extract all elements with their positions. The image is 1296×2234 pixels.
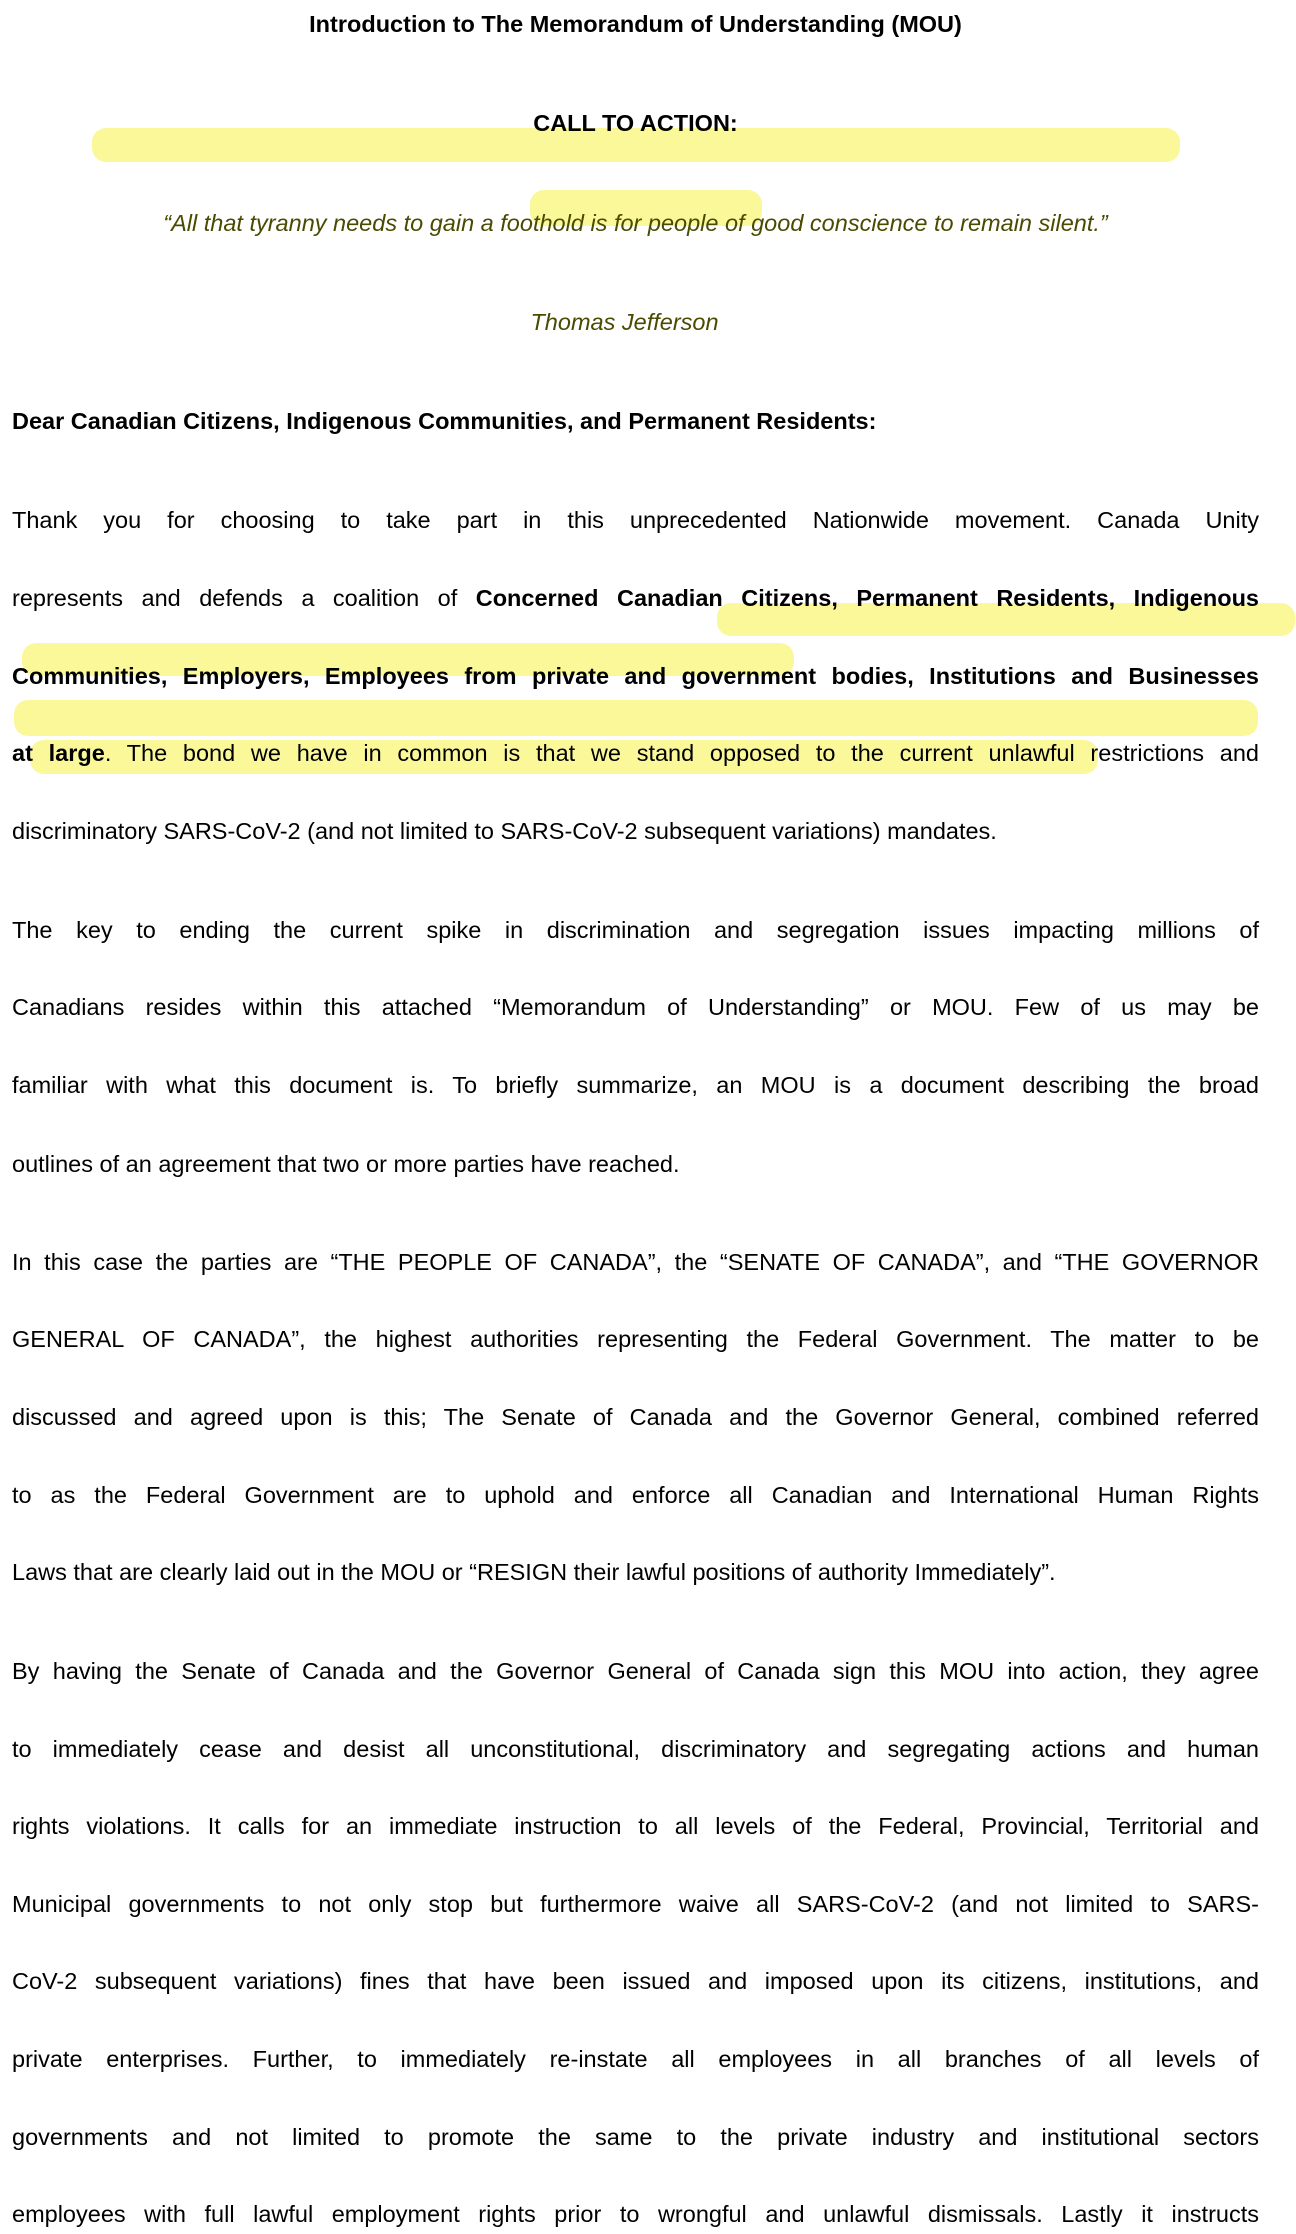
document-page	[12, 0, 1259, 2227]
call-to-action-heading: CALL TO ACTION:	[533, 110, 738, 136]
paragraph-4-line-4: Municipal governments to not only stop but furthermore waive all SARS-CoV-2 (and not limited to SARS-	[12, 1891, 1259, 1917]
salutation: Dear Canadian Citizens, Indigenous Communities, and Permanent Residents:	[12, 408, 877, 434]
paragraph-2-line-2: Canadians resides within this attached “Memorandum of Understanding” or MOU. Few of us may be	[12, 994, 1259, 1020]
paragraph-4-line-6: private enterprises. Further, to immediately re-instate all employees in all branches of all levels of	[12, 2046, 1259, 2072]
paragraph-1-line-1: Thank you for choosing to take part in this unprecedented Nationwide movement. Canada Unity	[12, 507, 1259, 533]
paragraph-1-line-4-text: . The bond we have in common is that we stand opposed to the current unlawful restrictions and	[104, 740, 1259, 766]
highlight-parties-1	[14, 700, 1258, 736]
paragraph-1-line-2	[12, 579, 1259, 618]
paragraph-1-line-5: discriminatory SARS-CoV-2 (and not limited to SARS-CoV-2 subsequent variations) mandates.	[12, 818, 997, 844]
paragraph-1-line-4-bold: at large	[12, 740, 105, 766]
paragraph-3-line-5: Laws that are clearly laid out in the MOU or “RESIGN their lawful positions of authority Immediately”.	[12, 1559, 1056, 1585]
paragraph-1-line-2-text: represents and defends a coalition of	[12, 585, 476, 611]
paragraph-3-line-2: GENERAL OF CANADA”, the highest authorities representing the Federal Government. The matter to be	[12, 1326, 1259, 1352]
paragraph-2-line-3: familiar with what this document is. To briefly summarize, an MOU is a document describing the broad	[12, 1072, 1259, 1098]
paragraph-1-line-4	[12, 734, 1259, 773]
paragraph-4-line-5: CoV-2 subsequent variations) fines that have been issued and imposed upon its citizens, institutions, and	[12, 1968, 1259, 1994]
document-title: Introduction to The Memorandum of Understanding (MOU)	[309, 11, 962, 37]
paragraph-2-line-1: The key to ending the current spike in discrimination and segregation issues impacting millions of	[12, 917, 1259, 943]
quote-text: “All that tyranny needs to gain a foothold is for people of good conscience to remain silent.”	[163, 210, 1108, 236]
paragraph-3-line-4: to as the Federal Government are to uphold and enforce all Canadian and International Human Rights	[12, 1482, 1259, 1508]
paragraph-1-line-3: Communities, Employers, Employees from private and government bodies, Institutions and Businesses	[12, 663, 1259, 689]
paragraph-3-line-1: In this case the parties are “THE PEOPLE OF CANADA”, the “SENATE OF CANADA”, and “THE GOVERNOR	[12, 1249, 1259, 1275]
paragraph-3-line-3: discussed and agreed upon is this; The Senate of Canada and the Governor General, combined referred	[12, 1404, 1259, 1430]
paragraph-4-line-7: governments and not limited to promote the same to the private industry and institutional sectors	[12, 2124, 1259, 2150]
quote-author: Thomas Jefferson	[530, 309, 719, 335]
paragraph-4-line-8: employees with full lawful employment rights prior to wrongful and unlawful dismissals. Lastly it instructs	[12, 2201, 1259, 2227]
paragraph-4-line-2: to immediately cease and desist all unconstitutional, discriminatory and segregating actions and human	[12, 1736, 1259, 1762]
paragraph-4-line-3: rights violations. It calls for an immediate instruction to all levels of the Federal, Provincial, Territorial and	[12, 1813, 1259, 1839]
paragraph-1-line-2-bold: Concerned Canadian Citizens, Permanent Residents, Indigenous	[475, 585, 1259, 611]
paragraph-4-line-1: By having the Senate of Canada and the Governor General of Canada sign this MOU into action, they agree	[12, 1658, 1259, 1684]
paragraph-2-line-4: outlines of an agreement that two or more parties have reached.	[12, 1151, 680, 1177]
